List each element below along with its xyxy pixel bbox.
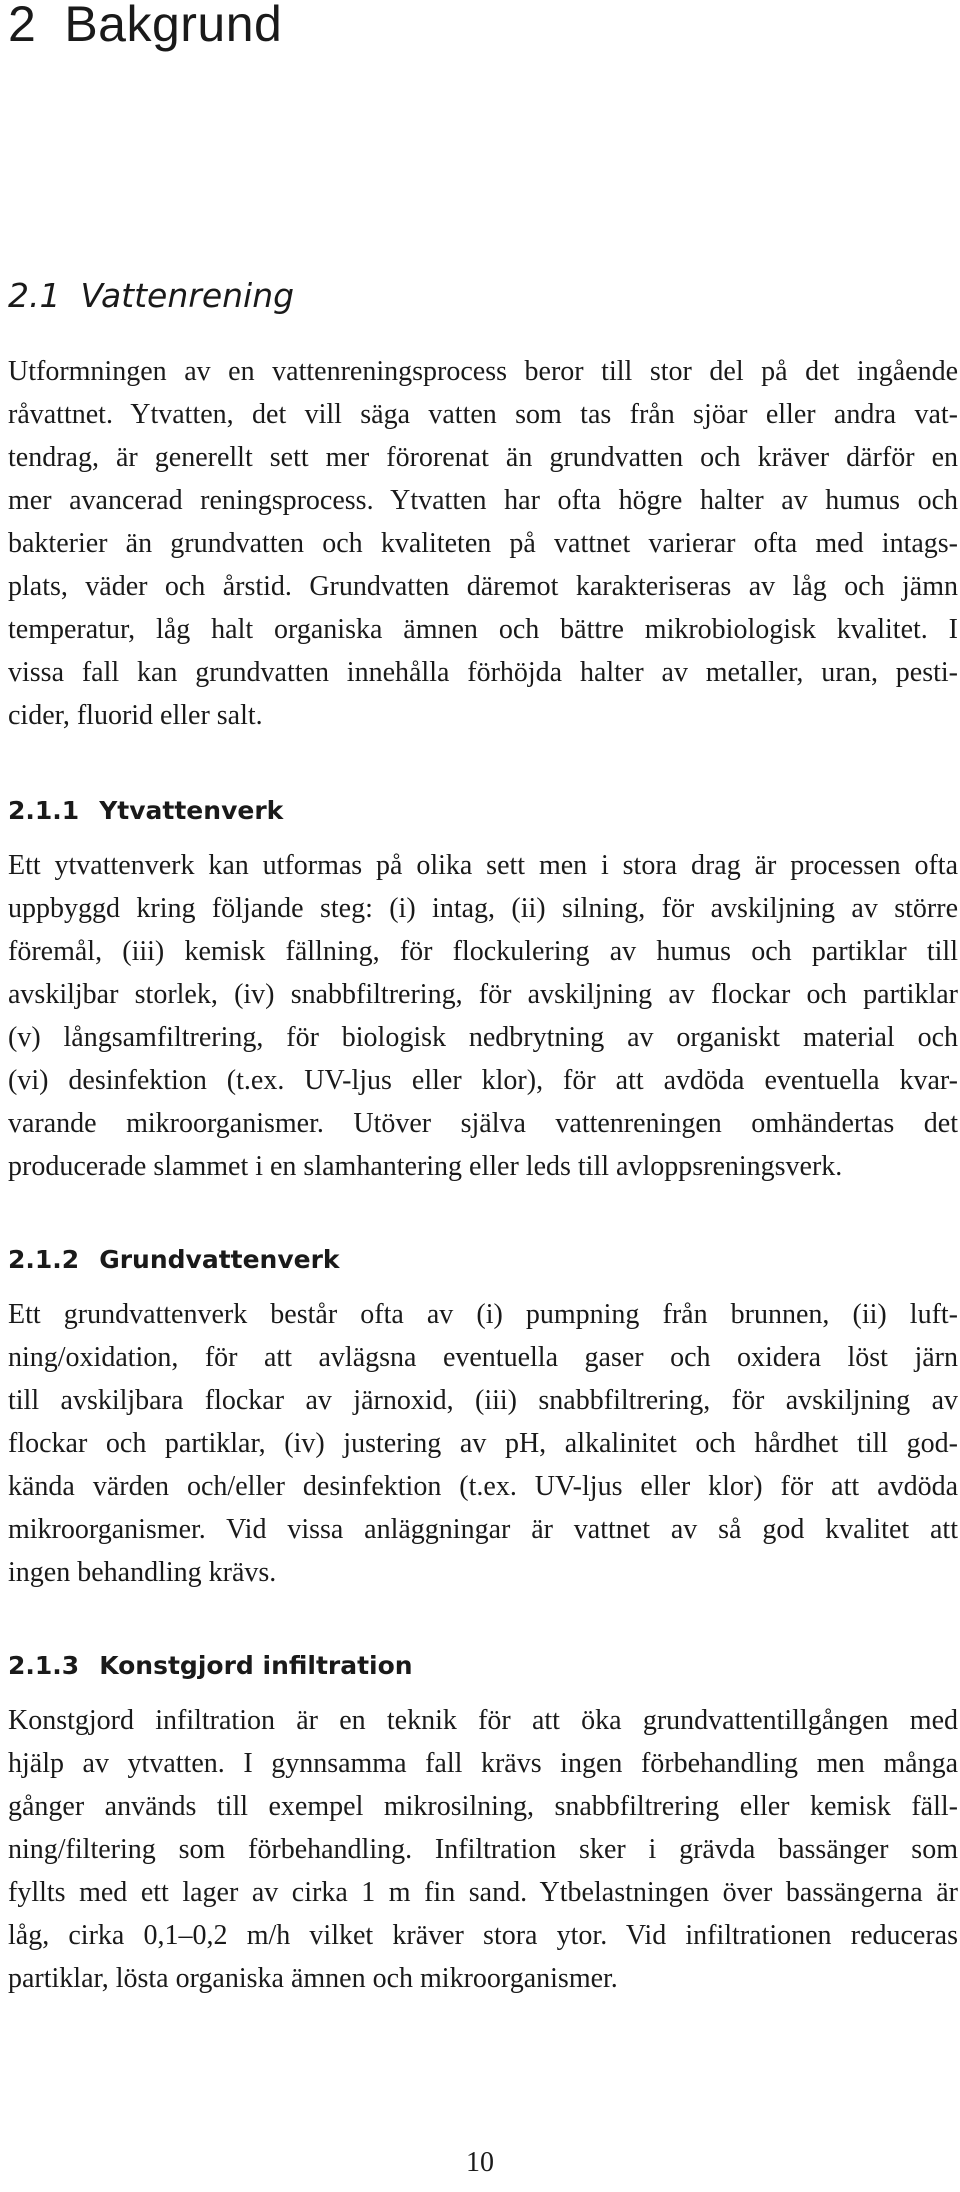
text-line: fyllts med ett lager av cirka 1 m fin sand. Ytbelastningen över bassängerna är [8, 1877, 958, 1908]
text-line: vissa fall kan grundvatten innehålla förhöjda halter av metaller, uran, pesti- [8, 657, 958, 688]
section-number: 2.1 [8, 276, 61, 315]
text-line: kända värden och/eller desinfektion (t.ex. UV-ljus eller klor) för att avdöda [8, 1471, 958, 1502]
text-line: flockar och partiklar, (iv) justering av pH, alkalinitet och hårdhet till god- [8, 1428, 958, 1459]
subsection-number: 2.1.3 [8, 1651, 80, 1680]
subsection-number: 2.1.2 [8, 1245, 80, 1274]
subsection-heading [8, 1650, 413, 1682]
subsection-heading [8, 1244, 340, 1276]
text-line: (v) långsamfiltrering, för biologisk nedbrytning av organiskt material och [8, 1022, 958, 1053]
text-line: mer avancerad reningsprocess. Ytvatten har ofta högre halter av humus och [8, 485, 958, 516]
chapter-heading [8, 0, 282, 54]
text-line: ning/oxidation, för att avlägsna eventuella gaser och oxidera löst järn [8, 1342, 958, 1373]
text-line: varande mikroorganismer. Utöver själva vattenreningen omhändertas det [8, 1108, 958, 1139]
text-line: Utformningen av en vattenreningsprocess beror till stor del på det ingående [8, 356, 958, 387]
text-line: producerade slammet i en slamhantering eller leds till avloppsreningsverk. [8, 1151, 843, 1182]
text-line: cider, fluorid eller salt. [8, 700, 263, 731]
text-line: (vi) desinfektion (t.ex. UV-ljus eller klor), för att avdöda eventuella kvar- [8, 1065, 958, 1096]
text-line: hjälp av ytvatten. I gynnsamma fall krävs ingen förbehandling men många [8, 1748, 958, 1779]
section-paragraph [8, 350, 958, 737]
text-line: ingen behandling krävs. [8, 1557, 277, 1588]
text-line: avskiljbar storlek, (iv) snabbfiltrering, för avskiljning av flockar och partiklar [8, 979, 958, 1010]
text-line: tendrag, är generellt sett mer förorenat än grundvatten och kräver därför en [8, 442, 958, 473]
subsection-paragraph [8, 1699, 958, 2000]
section-heading [8, 276, 294, 316]
subsection-title: Grundvattenverk [99, 1245, 340, 1274]
subsection-paragraph [8, 1293, 958, 1594]
subsection-title: Ytvattenverk [99, 796, 284, 825]
page-number: 10 [466, 2147, 494, 2178]
text-line: till avskiljbara flockar av järnoxid, (iii) snabbfiltrering, för avskiljning av [8, 1385, 958, 1416]
text-line: mikroorganismer. Vid vissa anläggningar är vattnet av så god kvalitet att [8, 1514, 958, 1545]
text-line: gånger används till exempel mikrosilning, snabbfiltrering eller kemisk fäll- [8, 1791, 958, 1822]
text-line: bakterier än grundvatten och kvaliteten på vattnet varierar ofta med intags- [8, 528, 958, 559]
text-line: temperatur, låg halt organiska ämnen och bättre mikrobiologisk kvalitet. I [8, 614, 958, 645]
chapter-number: 2 [8, 0, 37, 52]
text-line: ning/filtering som förbehandling. Infiltration sker i grävda bassänger som [8, 1834, 958, 1865]
text-line: plats, väder och årstid. Grundvatten däremot karakteriseras av låg och jämn [8, 571, 958, 602]
section-title: Vattenrening [80, 276, 295, 315]
text-line: föremål, (iii) kemisk fällning, för flockulering av humus och partiklar till [8, 936, 958, 967]
text-line: låg, cirka 0,1–0,2 m/h vilket kräver stora ytor. Vid infiltrationen reduceras [8, 1920, 958, 1951]
subsection-paragraph [8, 844, 958, 1188]
text-line: Konstgjord infiltration är en teknik för att öka grundvattentillgången med [8, 1705, 958, 1736]
chapter-title: Bakgrund [64, 0, 283, 52]
subsection-heading [8, 795, 283, 827]
subsection-number: 2.1.1 [8, 796, 80, 825]
text-line: uppbyggd kring följande steg: (i) intag, (ii) silning, för avskiljning av större [8, 893, 958, 924]
subsection-title: Konstgjord infiltration [99, 1651, 413, 1680]
text-line: Ett grundvattenverk består ofta av (i) pumpning från brunnen, (ii) luft- [8, 1299, 958, 1330]
text-line: råvattnet. Ytvatten, det vill säga vatten som tas från sjöar eller andra vat- [8, 399, 958, 430]
text-line: partiklar, lösta organiska ämnen och mikroorganismer. [8, 1963, 618, 1994]
text-line: Ett ytvattenverk kan utformas på olika sett men i stora drag är processen ofta [8, 850, 958, 881]
